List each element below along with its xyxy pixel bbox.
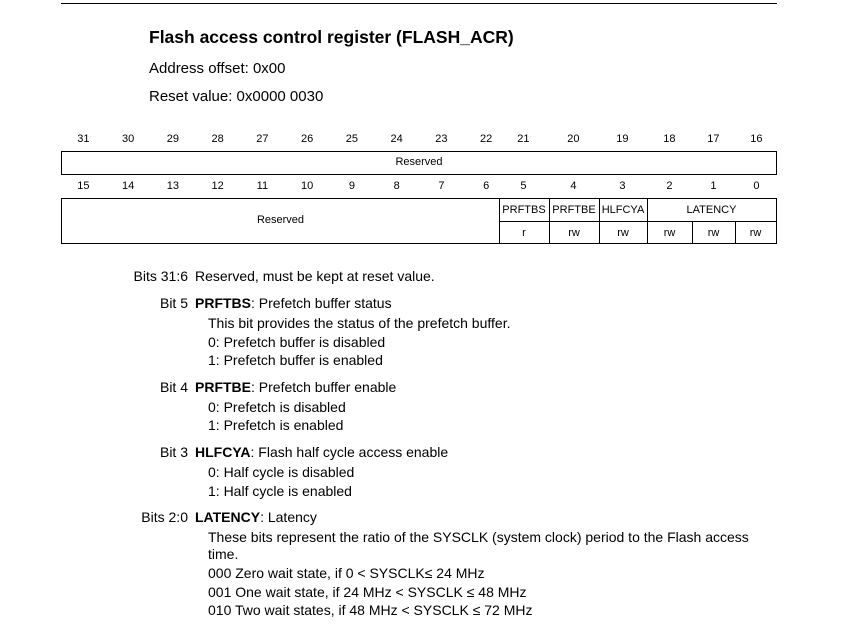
bits2-0-line: 010 Two wait states, if 48 MHz < SYSCLK ≤ 72 MHz [208, 602, 533, 618]
bit3-line: 0: Half cycle is disabled [208, 464, 355, 480]
access-bit5: r [522, 227, 526, 239]
register-title: Flash access control register (FLASH_ACR) [149, 27, 514, 47]
bit5-line: This bit provides the status of the prefetch buffer. [208, 315, 511, 331]
reserved-high-label: Reserved [395, 156, 443, 168]
bit-number: 17 [707, 133, 720, 145]
bit-number: 2 [666, 180, 673, 192]
bit3-title: : Flash half cycle access enable [250, 444, 449, 460]
bit-number: 18 [663, 133, 676, 145]
top-rule [61, 3, 777, 4]
reserved-low-label: Reserved [256, 214, 305, 226]
bit-number: 27 [256, 133, 269, 145]
bits2-0-line: time. [208, 546, 239, 562]
bits2-0-line: 000 Zero wait state, if 0 < SYSCLK≤ 24 MHz [208, 565, 485, 581]
bit-numbers-low [61, 180, 777, 194]
bits2-0-label: Bits 2:0 [141, 509, 188, 525]
bit5-line: 0: Prefetch buffer is disabled [208, 334, 386, 350]
bit-number: 1 [710, 180, 717, 192]
bit5-title: : Prefetch buffer status [251, 295, 392, 311]
bit3-name: HLFCYA [195, 444, 251, 460]
bit-number: 14 [122, 180, 135, 192]
bit-number: 10 [301, 180, 314, 192]
bit-number: 30 [122, 133, 135, 145]
bit-number: 26 [301, 133, 314, 145]
bit-number: 7 [438, 180, 445, 192]
bit5-line: 1: Prefetch buffer is enabled [208, 352, 383, 368]
bit-number: 15 [77, 180, 90, 192]
bit-number: 16 [750, 133, 763, 145]
register-low-half [61, 198, 777, 244]
bit-number: 31 [77, 133, 90, 145]
bits31-6-text: Reserved, must be kept at reset value. [195, 268, 435, 284]
bits31-6-label: Bits 31:6 [133, 268, 188, 284]
bit-number: 4 [570, 180, 577, 192]
access-bit4: rw [568, 227, 580, 239]
bit4-title: : Prefetch buffer enable [251, 379, 397, 395]
bit-number: 19 [616, 133, 629, 145]
bit4-label: Bit 4 [159, 379, 188, 395]
bit-number: 23 [435, 133, 448, 145]
address-offset: Address offset: 0x00 [149, 60, 286, 77]
bit3-line: 1: Half cycle is enabled [208, 483, 352, 499]
field-latency: LATENCY [686, 204, 737, 216]
bit4-name: PRFTBE [195, 379, 251, 395]
bit-number: 0 [753, 180, 760, 192]
bit-number: 13 [166, 180, 179, 192]
bits2-0-heading [195, 509, 317, 525]
field-hlfcya: HLFCYA [601, 204, 645, 216]
bit3-label: Bit 3 [159, 444, 188, 460]
bits2-0-title: : Latency [260, 509, 317, 525]
bit-number: 5 [520, 180, 527, 192]
bit-number: 12 [211, 180, 224, 192]
bit5-label: Bit 5 [159, 295, 188, 311]
bits2-0-line: These bits represent the ratio of the SYSCLK (system clock) period to the Flash access [208, 529, 749, 545]
bits2-0-line: 001 One wait state, if 24 MHz < SYSCLK ≤ 48 MHz [208, 584, 527, 600]
field-prftbs: PRFTBS [502, 204, 546, 216]
bit-number: 9 [348, 180, 355, 192]
bit-number: 25 [345, 133, 358, 145]
field-prftbe: PRFTBE [552, 204, 596, 216]
bit4-line: 0: Prefetch is disabled [208, 399, 346, 415]
divider [499, 221, 776, 222]
bit-number: 21 [517, 133, 530, 145]
reset-value: Reset value: 0x0000 0030 [149, 88, 324, 105]
bit3-heading [195, 444, 448, 460]
bit-number: 22 [480, 133, 493, 145]
bit-number: 28 [211, 133, 224, 145]
bit4-heading [195, 379, 396, 395]
bit5-heading [195, 295, 392, 311]
bit-number: 29 [166, 133, 179, 145]
bit4-line: 1: Prefetch is enabled [208, 417, 344, 433]
bit-number: 20 [567, 133, 580, 145]
register-high-half [61, 151, 777, 175]
access-bit3: rw [617, 227, 629, 239]
bit-numbers-high [61, 133, 777, 147]
bit-number: 6 [483, 180, 490, 192]
bit-number: 8 [393, 180, 400, 192]
bit-number: 3 [619, 180, 626, 192]
bit-number: 24 [390, 133, 403, 145]
bit5-name: PRFTBS [195, 295, 251, 311]
access-bit2: rw [663, 227, 676, 239]
access-bit1: rw [707, 227, 720, 239]
access-bit0: rw [749, 227, 762, 239]
bit-number: 11 [256, 180, 269, 192]
bits2-0-name: LATENCY [195, 509, 261, 525]
